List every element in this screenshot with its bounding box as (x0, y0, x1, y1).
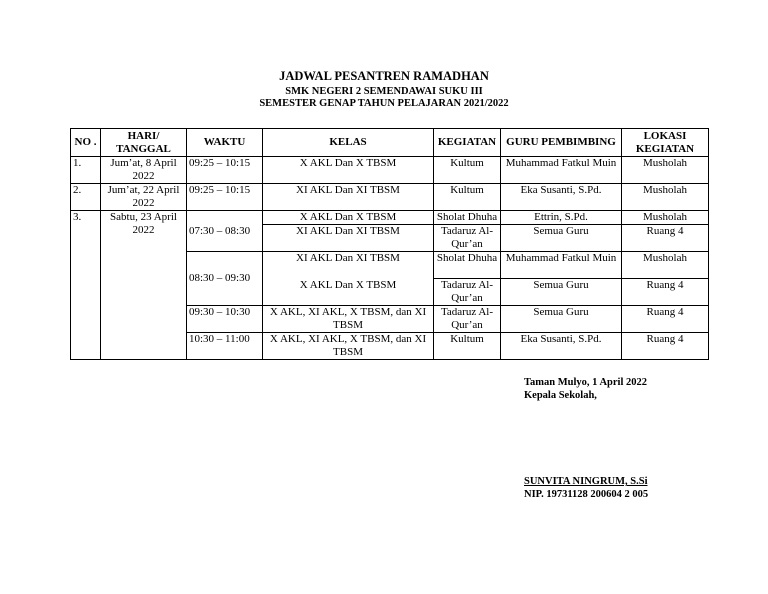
cell-time: 09:25 – 10:15 (187, 157, 263, 184)
cell-no: 3. (71, 211, 101, 360)
cell-activity: Sholat Dhuha (434, 211, 501, 225)
cell-time: 07:30 – 08:30 (187, 211, 263, 252)
cell-day: Sabtu, 23 April 2022 (101, 211, 187, 360)
cell-location: Ruang 4 (622, 225, 709, 252)
signature-nip: NIP. 19731128 200604 2 005 (524, 489, 649, 500)
cell-activity: Sholat Dhuha (434, 252, 501, 279)
cell-day: Jum’at, 22 April 2022 (101, 184, 187, 211)
table-row (71, 184, 709, 211)
cell-teacher: Semua Guru (501, 306, 622, 333)
cell-location: Musholah (622, 184, 709, 211)
cell-location: Musholah (622, 252, 709, 279)
cell-activity: Kultum (434, 157, 501, 184)
cell-time: 08:30 – 09:30 (187, 252, 263, 306)
cell-activity: Kultum (434, 184, 501, 211)
cell-class: XI AKL Dan XI TBSM (263, 184, 434, 211)
signature-name: SUNVITA NINGRUM, S.Si (524, 476, 648, 487)
document-title: JADWAL PESANTREN RAMADHAN (279, 69, 489, 83)
cell-activity: Tadaruz Al-Qur’an (434, 279, 501, 306)
cell-location: Musholah (622, 211, 709, 225)
cell-class: X AKL, XI AKL, X TBSM, dan XI TBSM (263, 333, 434, 360)
semester-label: SEMESTER GENAP TAHUN PELAJARAN 2021/2022 (259, 98, 509, 109)
cell-activity: Tadaruz Al-Qur’an (434, 306, 501, 333)
signature-role: Kepala Sekolah, (524, 390, 597, 401)
cell-location: Ruang 4 (622, 306, 709, 333)
header-activity: KEGIATAN (434, 129, 501, 157)
cell-teacher: Muhammad Fatkul Muin (501, 252, 622, 279)
table-row (71, 211, 709, 225)
cell-time: 10:30 – 11:00 (187, 333, 263, 360)
cell-class: XI AKL Dan XI TBSM (263, 225, 434, 252)
schedule-table (70, 128, 709, 360)
cell-class: X AKL, XI AKL, X TBSM, dan XI TBSM (263, 306, 434, 333)
cell-time: 09:30 – 10:30 (187, 306, 263, 333)
cell-teacher: Muhammad Fatkul Muin (501, 157, 622, 184)
cell-location: Ruang 4 (622, 279, 709, 306)
cell-location: Ruang 4 (622, 333, 709, 360)
signature-place-date: Taman Mulyo, 1 April 2022 (524, 377, 648, 388)
header-class: KELAS (263, 129, 434, 157)
cell-teacher: Ettrin, S.Pd. (501, 211, 622, 225)
cell-teacher: Eka Susanti, S.Pd. (501, 184, 622, 211)
cell-no: 1. (71, 157, 101, 184)
cell-class: X AKL Dan X TBSM (263, 211, 434, 225)
header-teacher: GURU PEMBIMBING (501, 129, 622, 157)
cell-teacher: Semua Guru (501, 225, 622, 252)
header-day: HARI/ TANGGAL (101, 129, 187, 157)
cell-day: Jum’at, 8 April 2022 (101, 157, 187, 184)
header-no: NO . (71, 129, 101, 157)
cell-teacher: Eka Susanti, S.Pd. (501, 333, 622, 360)
cell-class: XI AKL Dan XI TBSM (263, 252, 434, 279)
school-name: SMK NEGERI 2 SEMENDAWAI SUKU III (285, 86, 483, 97)
cell-activity: Tadaruz Al-Qur’an (434, 225, 501, 252)
cell-location: Musholah (622, 157, 709, 184)
cell-class: X AKL Dan X TBSM (263, 157, 434, 184)
header-location: LOKASI KEGIATAN (622, 129, 709, 157)
cell-no: 2. (71, 184, 101, 211)
cell-activity: Kultum (434, 333, 501, 360)
cell-teacher: Semua Guru (501, 279, 622, 306)
table-row (71, 157, 709, 184)
table-header-row (71, 129, 709, 157)
cell-time: 09:25 – 10:15 (187, 184, 263, 211)
cell-class: X AKL Dan X TBSM (263, 279, 434, 306)
header-time: WAKTU (187, 129, 263, 157)
